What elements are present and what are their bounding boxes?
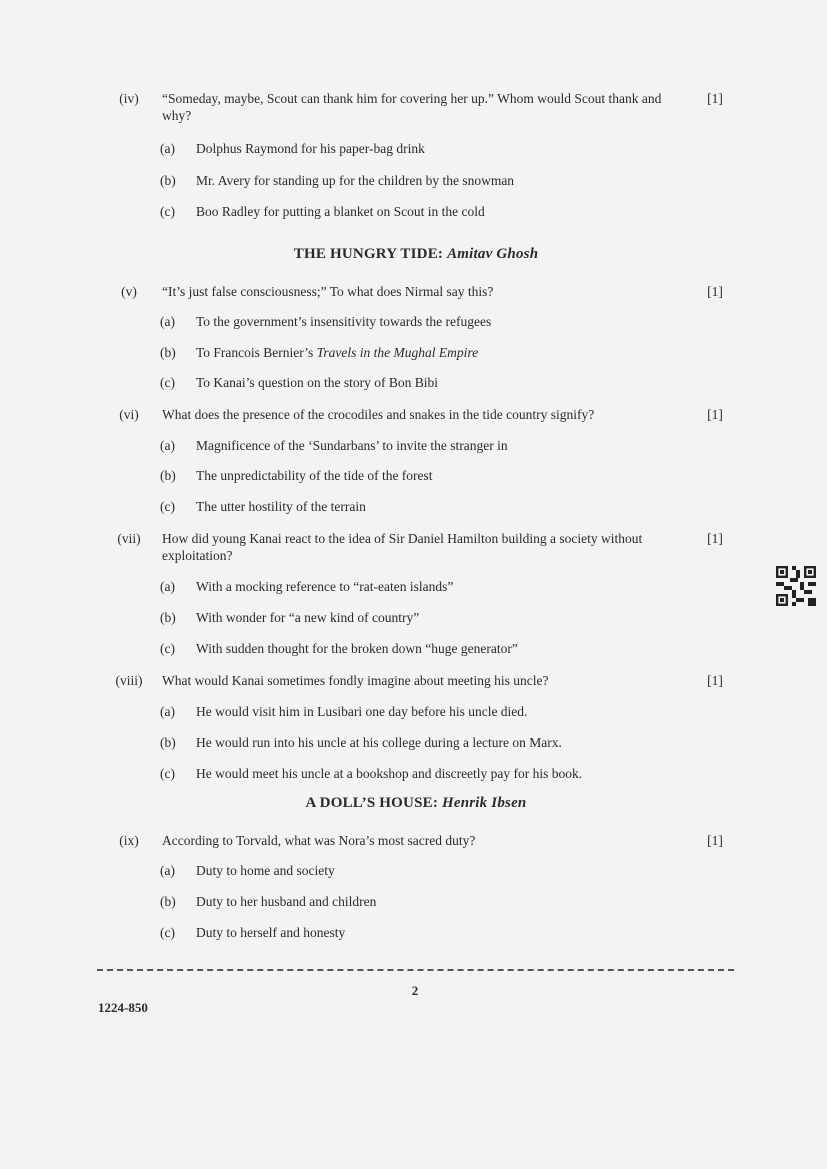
option-text: He would meet his uncle at a bookshop and discreetly pay for his book. [196,766,583,781]
paper-code: 1224-850 [98,1000,148,1015]
question-text: What does the presence of the crocodiles and snakes in the tide country signify? [162,407,595,422]
question-marks: [1] [707,833,723,848]
option-letter: (b) [160,610,176,625]
option-letter: (c) [160,204,175,219]
option-letter: (a) [160,141,175,156]
option-text: Dolphus Raymond for his paper-bag drink [196,141,425,156]
option-text: Mr. Avery for standing up for the children by the snowman [196,173,515,188]
question-number: (ix) [119,833,139,848]
option-letter: (a) [160,438,175,453]
qr-code-icon [776,566,816,606]
option-text: With a mocking reference to “rat-eaten islands” [196,579,454,594]
option-letter: (c) [160,766,175,781]
question-marks: [1] [707,531,723,546]
heading-title: THE HUNGRY TIDE: [293,246,448,262]
option-text-plain: To Francois Bernier’s [196,345,317,360]
question-marks: [1] [707,673,723,688]
question-text: What would Kanai sometimes fondly imagine about meeting his uncle? [162,673,549,688]
option-letter: (c) [160,375,175,390]
question-number: (vi) [119,407,139,422]
option-text: He would visit him in Lusibari one day before his uncle died. [196,704,528,719]
book-title: Travels in the Mughal Empire [316,345,479,360]
option-text: Magnificence of the ‘Sundarbans’ to invite the stranger in [196,438,508,453]
question-marks: [1] [707,284,723,299]
heading-title: A DOLL’S HOUSE: [305,795,442,811]
option-letter: (b) [160,345,176,360]
option-letter: (c) [160,925,175,940]
option-text: With sudden thought for the broken down “huge generator” [196,641,518,656]
question-text: How did young Kanai react to the idea of Sir Daniel Hamilton building a society without exploitation? [162,531,643,563]
option-letter: (b) [160,468,176,483]
option-letter: (b) [160,894,176,909]
option-text: The unpredictability of the tide of the forest [196,468,433,483]
option-letter: (c) [160,641,175,656]
footer-divider [97,969,734,971]
option-text: Duty to home and society [196,863,335,878]
option-text: He would run into his uncle at his college during a lecture on Marx. [196,735,562,750]
question-number: (v) [121,284,137,299]
question-number: (iv) [119,91,139,106]
question-number: (vii) [117,531,141,546]
question-marks: [1] [707,91,723,106]
option-text: Duty to her husband and children [196,894,377,909]
option-letter: (b) [160,735,176,750]
option-letter: (a) [160,704,175,719]
option-text [196,344,716,361]
option-letter: (a) [160,863,175,878]
page-number: 2 [411,983,419,998]
option-letter: (a) [160,314,175,329]
question-marks: [1] [707,407,723,422]
option-text: The utter hostility of the terrain [196,499,366,514]
option-text: To Kanai’s question on the story of Bon Bibi [196,375,439,390]
question-number: (viii) [115,673,143,688]
section-heading-dolls-house [160,795,672,812]
option-letter: (a) [160,579,175,594]
option-letter: (b) [160,173,176,188]
option-text: To the government’s insensitivity towards the refugees [196,314,492,329]
section-heading-hungry-tide [160,246,672,263]
heading-author: Henrik Ibsen [441,795,527,811]
option-letter: (c) [160,499,175,514]
question-text: According to Torvald, what was Nora’s most sacred duty? [162,833,476,848]
option-text: Boo Radley for putting a blanket on Scout in the cold [196,204,485,219]
heading-author: Amitav Ghosh [447,246,539,262]
option-text: Duty to herself and honesty [196,925,346,940]
question-text: “Someday, maybe, Scout can thank him for covering her up.” Whom would Scout thank and why? [162,91,662,123]
option-text: With wonder for “a new kind of country” [196,610,420,625]
question-text: “It’s just false consciousness;” To what does Nirmal say this? [162,284,494,299]
